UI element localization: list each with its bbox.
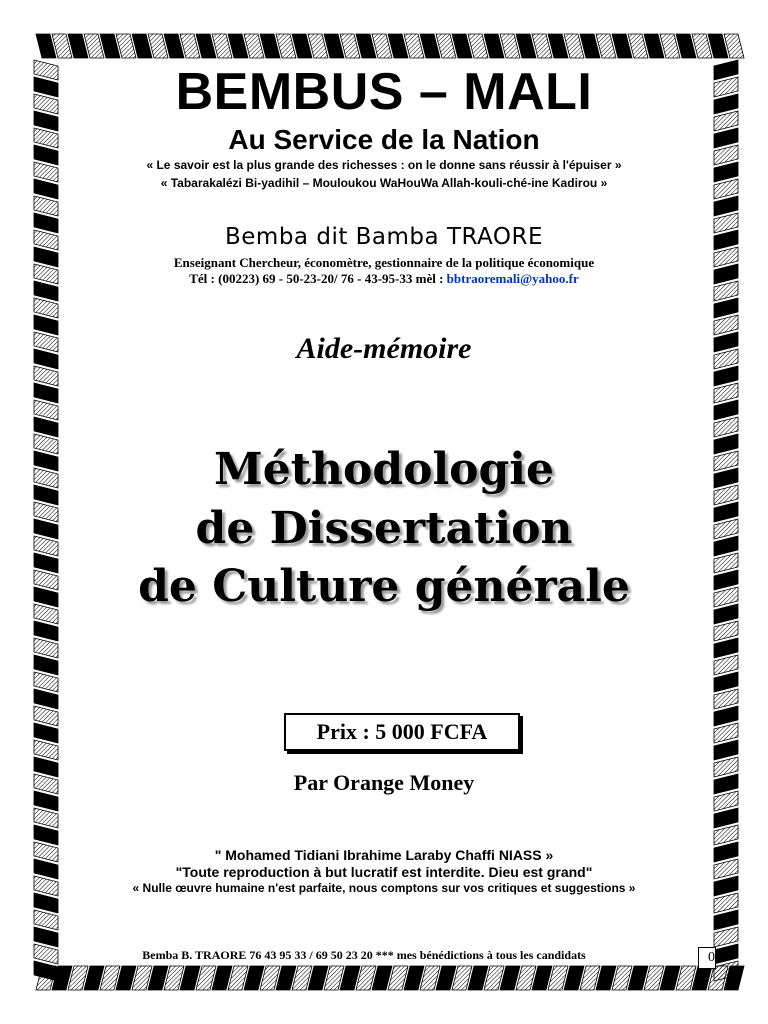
author-email-link[interactable]: bbtraoremali@yahoo.fr: [446, 271, 579, 286]
border-solid-segment: [34, 825, 58, 845]
border-solid-segment: [34, 383, 58, 403]
border-solid-segment: [714, 944, 738, 964]
border-hatched-segment: [714, 723, 738, 743]
border-solid-segment: [34, 621, 58, 641]
border-hatched-segment: [34, 196, 58, 216]
border-solid-segment: [714, 400, 738, 420]
payment-method: Par Orange Money: [293, 770, 475, 795]
border-hatched-segment: [34, 944, 58, 964]
border-solid-segment: [714, 740, 738, 760]
border-solid-segment: [714, 196, 738, 216]
border-solid-segment: [34, 961, 58, 981]
footer-text: Bemba B. TRAORE 76 43 95 33 / 69 50 23 20 *** mes bénédictions à tous les candidats: [142, 948, 586, 962]
disclaimer-line: « Nulle œuvre humaine n'est parfaite, nous comptons sur vos critiques et suggestions »: [132, 881, 636, 895]
border-hatched-segment: [34, 638, 58, 658]
border-hatched-segment: [714, 893, 738, 913]
border-hatched-segment: [34, 910, 58, 930]
border-hatched-segment: [714, 655, 738, 675]
author-role: Enseignant Chercheur, économètre, gestionnaire de la politique économique: [173, 255, 595, 270]
border-hatched-segment: [34, 400, 58, 420]
document-title-line-3: de Culture générale: [138, 561, 630, 612]
document-title-line-1: Méthodologie: [213, 444, 554, 495]
border-hatched-segment: [34, 740, 58, 760]
price-box: Prix : 5 000 FCFA: [284, 713, 520, 751]
dedication-line: " Mohamed Tidiani Ibrahime Laraby Chaffi NIASS »: [214, 847, 554, 863]
border-solid-segment: [34, 723, 58, 743]
border-hatched-segment: [34, 706, 58, 726]
page-number: 0: [698, 947, 716, 969]
header-quote-2: « Tabarakalézi Bi-yadihil – Mouloukou WaHouWa Allah-kouli-ché-ine Kadirou »: [160, 176, 608, 190]
border-hatched-segment: [34, 808, 58, 828]
border-solid-segment: [34, 927, 58, 947]
border-solid-segment: [714, 298, 738, 318]
border-solid-segment: [714, 672, 738, 692]
border-hatched-segment: [714, 621, 738, 641]
document-title-line-2: de Dissertation: [195, 503, 573, 554]
organization-subtitle: Au Service de la Nation: [228, 124, 540, 155]
border-hatched-segment: [34, 672, 58, 692]
header-quote-1: « Le savoir est la plus grande des richesses : on le donne sans réussir à l'épuiser »: [146, 158, 622, 172]
border-hatched-segment: [714, 927, 738, 947]
border-solid-segment: [34, 893, 58, 913]
border-solid-segment: [34, 417, 58, 437]
border-hatched-segment: [714, 417, 738, 437]
border-hatched-segment: [34, 298, 58, 318]
border-solid-segment: [34, 689, 58, 709]
border-solid-segment: [714, 638, 738, 658]
border-hatched-segment: [34, 366, 58, 386]
border-solid-segment: [714, 910, 738, 930]
border-solid-segment: [714, 366, 738, 386]
copyright-notice: "Toute reproduction à but lucratif est interdite. Dieu est grand": [175, 864, 593, 880]
border-hatched-segment: [714, 825, 738, 845]
border-solid-segment: [714, 808, 738, 828]
border-hatched-segment: [714, 689, 738, 709]
author-name: Bemba dit Bamba TRAORE: [225, 224, 543, 250]
author-phone: Tél : (00223) 69 - 50-23-20/ 76 - 43-95-33 mèl :: [189, 271, 447, 286]
border-solid-segment: [714, 706, 738, 726]
author-contact: [0, 271, 768, 287]
border-hatched-segment: [714, 383, 738, 403]
organization-title: BEMBUS – MALI: [175, 63, 593, 121]
document-kind: Aide-mémoire: [296, 332, 472, 365]
border-solid-segment: [34, 655, 58, 675]
